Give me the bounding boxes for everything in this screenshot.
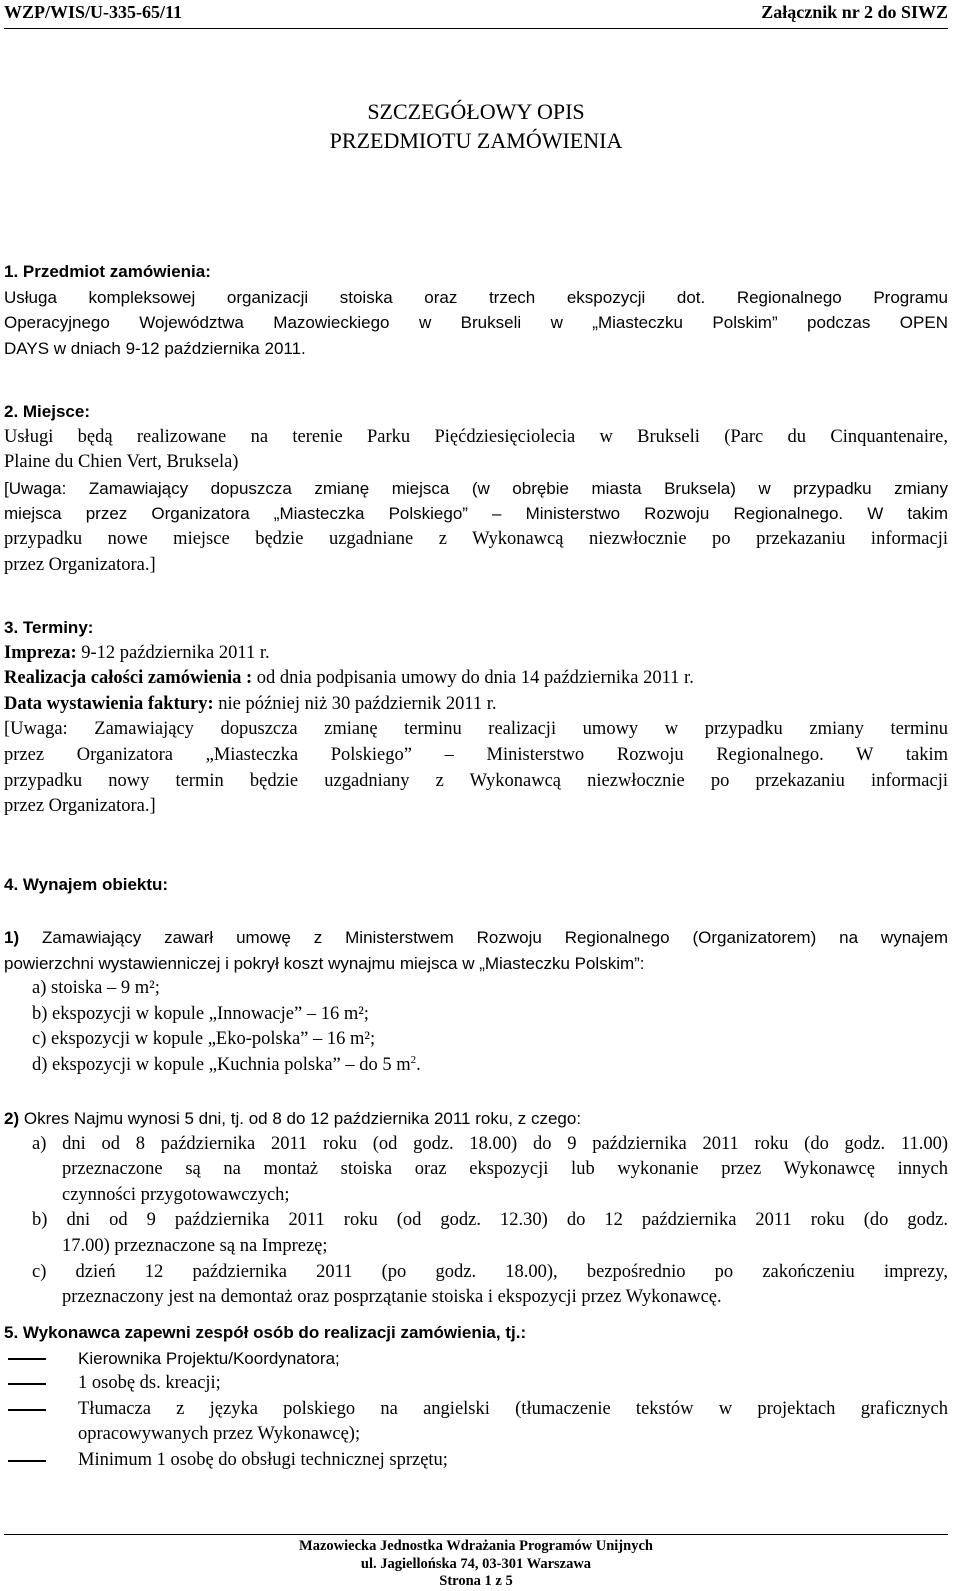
- period-c-line: c) dzień 12 października 2011 (po godz. 18.00), bezpośrednio po zakończeniu imprezy,: [32, 1261, 948, 1282]
- section-1-line: Operacyjnego Województwa Mazowieckiego w Brukseli w „Miasteczku Polskim” podczas OPEN: [4, 313, 948, 333]
- section-5-heading: 5. Wykonawca zapewni zespół osób do realizacji zamówienia, tj.:: [4, 1323, 527, 1342]
- page-number: Strona 1 z 5: [439, 1573, 513, 1589]
- title-line-2: PRZEDMIOTU ZAMÓWIENIA: [329, 128, 623, 153]
- section-2-note-line: miejsca przez Organizatora „Miasteczka Polskiego” – Ministerstwo Rozwoju Regionalnego. W takim: [4, 504, 948, 524]
- section-3-note-line: przez Organizatora.]: [4, 796, 156, 817]
- point-2-line: [4, 1106, 948, 1132]
- section-3-note-line: przypadku nowy termin będzie uzgadniany z Wykonawcą niezwłocznie po przekazaniu informacji: [4, 770, 948, 791]
- area-item: [4, 1053, 948, 1079]
- section-3: [4, 615, 948, 820]
- section-2-note-line: przez Organizatora.]: [4, 554, 156, 575]
- document-title: [4, 97, 948, 155]
- point-1-line: powierzchni wystawienniczej i pokrył koszt wynajmu miejsca w „Miasteczku Polskim”:: [4, 953, 645, 973]
- dash-bullet: [8, 1383, 46, 1385]
- section-1-line: DAYS w dniach 9-12 października 2011.: [4, 338, 306, 358]
- realization-value: od dnia podpisania umowy do dnia 14 października 2011 r.: [252, 668, 694, 689]
- period-c-line: przeznaczony jest na demontaż oraz posprzątanie stoiska i ekspozycji przez Wykonawcę.: [62, 1287, 722, 1308]
- team-item: 1 osobę ds. kreacji;: [4, 1371, 948, 1397]
- section-3-note-line: [Uwaga: Zamawiający dopuszcza zmianę terminu realizacji umowy w przypadku zmiany terminu: [4, 719, 948, 740]
- page-header: [4, 2, 948, 28]
- section-3-heading: 3. Terminy:: [4, 618, 94, 637]
- section-4-point-2: [4, 1106, 948, 1311]
- team-item: Minimum 1 osobę do obsługi technicznej sprzętu;: [4, 1448, 948, 1474]
- section-2-line: Plaine du Chien Vert, Bruksela): [4, 452, 239, 473]
- event-label: Impreza:: [4, 642, 77, 663]
- header-divider: [4, 28, 948, 29]
- point-1-line: [4, 925, 948, 951]
- team-item: Tłumacza z języka polskiego na angielski (tłumaczenie tekstów w projektach graficznych: [4, 1397, 948, 1423]
- point-1-text: Zamawiający zawarł umowę z Ministerstwem Rozwoju Regionalnego (Organizatorem) na wynajem: [19, 928, 948, 947]
- section-1: [4, 259, 948, 361]
- section-2-note-line: przypadku nowe miejsce będzie uzgadniane z Wykonawcą niezwłocznie po przekazaniu informacji: [4, 528, 948, 549]
- document-page: [4, 0, 948, 1589]
- dash-bullet: [8, 1358, 46, 1360]
- section-2-heading: 2. Miejsce:: [4, 402, 90, 421]
- footer-organization: Mazowiecka Jednostka Wdrażania Programów Unijnych: [299, 1538, 653, 1554]
- section-1-heading: 1. Przedmiot zamówienia:: [4, 262, 211, 281]
- invoice-label: Data wystawienia faktury:: [4, 693, 214, 714]
- dash-bullet: [8, 1460, 46, 1462]
- team-item: Kierownika Projektu/Koordynatora;: [4, 1346, 948, 1372]
- section-4: [4, 872, 948, 898]
- section-4-point-1: [4, 925, 948, 1079]
- title-line-1: SZCZEGÓŁOWY OPIS: [367, 99, 585, 124]
- section-5: [4, 1320, 948, 1474]
- period-a-line: przeznaczone są na montaż stoiska oraz ekspozycji lub wykonanie przez Wykonawcę innych: [62, 1159, 948, 1180]
- point-2-number: 2): [4, 1109, 20, 1128]
- footer-address: ul. Jagiellońska 74, 03-301 Warszawa: [360, 1555, 592, 1572]
- event-date-line: [4, 641, 948, 667]
- realization-line: [4, 666, 948, 692]
- period-b-line: b) dni od 9 października 2011 roku (od godz. 12.30) do 12 października 2011 roku (do godz.: [32, 1210, 948, 1231]
- attachment-label: Załącznik nr 2 do SIWZ: [761, 2, 948, 22]
- period-a-line: czynności przygotowawczych;: [62, 1184, 290, 1205]
- event-value: 9-12 października 2011 r.: [76, 642, 270, 663]
- point-1-number: 1): [4, 928, 20, 947]
- realization-label: Realizacja całości zamówienia :: [4, 668, 253, 689]
- section-2: [4, 399, 948, 578]
- section-3-note-line: przez Organizatora „Miasteczka Polskiego” – Ministerstwo Rozwoju Regionalnego. W takim: [4, 744, 948, 765]
- invoice-line: [4, 692, 948, 718]
- section-2-line: Usługi będą realizowane na terenie Parku Pięćdziesięciolecia w Brukseli (Parc du Cinquantenaire,: [4, 426, 948, 447]
- team-item-continuation: opracowywanych przez Wykonawcę);: [78, 1424, 361, 1445]
- dash-bullet: [8, 1409, 46, 1411]
- area-item-end: .: [416, 1054, 421, 1075]
- period-a-line: a) dni od 8 października 2011 roku (od godz. 18.00) do 9 października 2011 roku (do godz. 11.00): [32, 1133, 948, 1154]
- period-b-line: 17.00) przeznaczone są na Imprezę;: [62, 1235, 328, 1256]
- point-2-text: Okres Najmu wynosi 5 dni, tj. od 8 do 12 października 2011 roku, z czego:: [19, 1109, 582, 1128]
- reference-number: WZP/WIS/U-335-65/11: [4, 2, 183, 22]
- page-footer: [4, 1538, 948, 1591]
- area-item-text: d) ekspozycji w kopule „Kuchnia polska” – do 5 m: [32, 1054, 411, 1075]
- section-1-line: Usługa kompleksowej organizacji stoiska oraz trzech ekspozycji dot. Regionalnego Programu: [4, 287, 948, 307]
- area-item: a) stoiska – 9 m²;: [32, 978, 160, 999]
- area-superscript: 2: [410, 1053, 417, 1066]
- footer-divider: [4, 1534, 948, 1535]
- area-item: c) ekspozycji w kopule „Eko-polska” – 16 m²;: [32, 1029, 376, 1050]
- invoice-value: nie później niż 30 październik 2011 r.: [213, 693, 497, 714]
- section-4-heading: 4. Wynajem obiektu:: [4, 875, 169, 894]
- area-item: b) ekspozycji w kopule „Innowacje” – 16 m²;: [32, 1003, 369, 1024]
- section-2-note-line: [Uwaga: Zamawiający dopuszcza zmianę miejsca (w obrębie miasta Bruksela) w przypadku zmiany: [4, 478, 948, 498]
